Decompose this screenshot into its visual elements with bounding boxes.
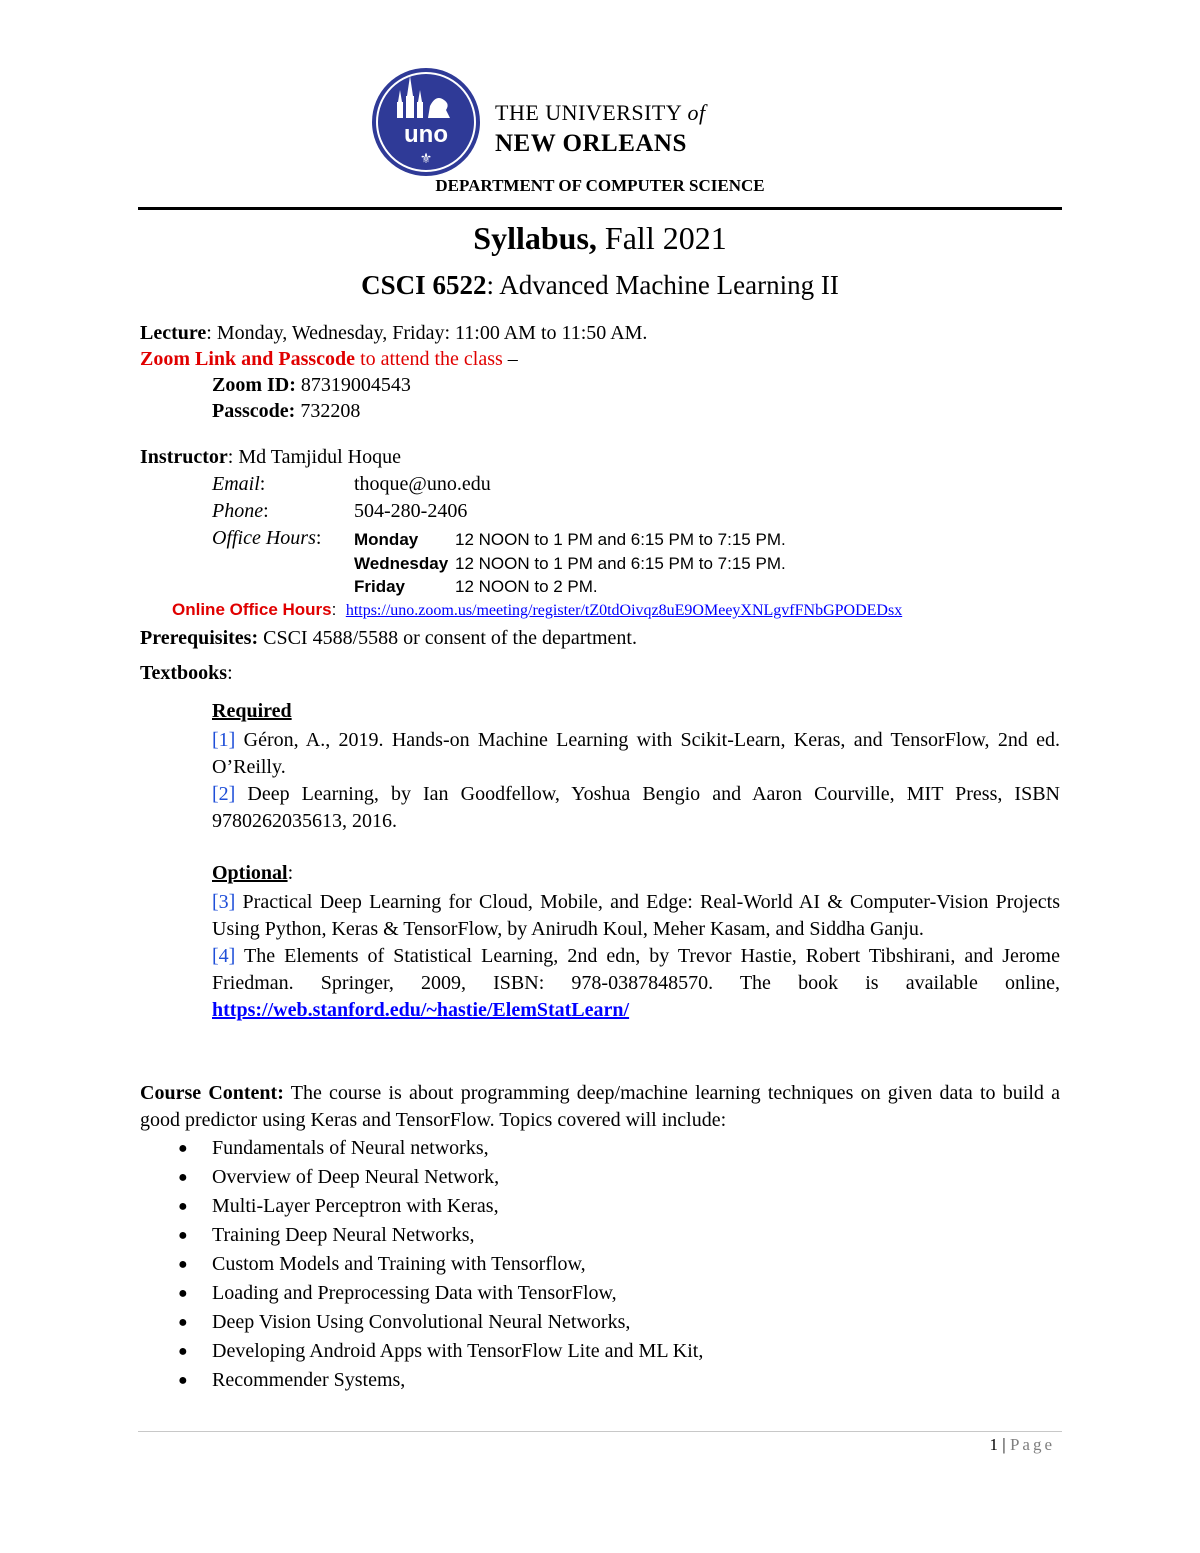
book-2: [2] Deep Learning, by Ian Goodfellow, Yoshua Bengio and Aaron Courville, MIT Press, ISBN 9780262035613, 2016. xyxy=(212,783,1060,832)
book-4: [4] The Elements of Statistical Learning, 2nd edn, by Trevor Hastie, Robert Tibshirani, and Jerome Friedman. Springer, 2009, ISBN: 978-0387848570. The book is available online, https://web.stanford.edu/~hastie/ElemStatLearn/ xyxy=(212,945,1060,1021)
office-hours-friday-time: 12 NOON to 2 PM. xyxy=(455,577,598,596)
list-item: ● Developing Android Apps with TensorFlow Lite and ML Kit, xyxy=(178,1340,704,1362)
zoom-passcode: Passcode: 732208 xyxy=(212,400,361,422)
optional-heading: Optional: xyxy=(212,862,294,884)
online-office-hours-link[interactable]: https://uno.zoom.us/meeting/register/tZ0tdOivqz8uE9OMeeyXNLgvfFNbGPODEDsx xyxy=(345,602,903,619)
list-item: ● Fundamentals of Neural networks, xyxy=(178,1137,489,1159)
department-name: DEPARTMENT OF COMPUTER SCIENCE xyxy=(435,176,765,195)
list-item: ● Training Deep Neural Networks, xyxy=(178,1224,475,1246)
course-title: CSCI 6522: Advanced Machine Learning II xyxy=(361,270,839,300)
zoom-heading: Zoom Link and Passcode to attend the class – xyxy=(140,348,518,370)
textbooks-heading: Textbooks: xyxy=(140,662,233,684)
office-hours-label: Office Hours: xyxy=(212,527,322,549)
lecture-line: Lecture: Monday, Wednesday, Friday: 11:00 AM to 11:50 AM. xyxy=(140,322,648,344)
university-name-line2: NEW ORLEANS xyxy=(495,130,687,157)
email-value[interactable]: thoque@uno.edu xyxy=(354,473,491,495)
list-item: ● Loading and Preprocessing Data with TensorFlow, xyxy=(178,1282,617,1304)
office-hours-monday-day: Monday xyxy=(354,530,419,549)
zoom-id: Zoom ID: 87319004543 xyxy=(212,374,411,396)
required-heading: Required xyxy=(212,700,292,722)
elemstatlearn-link[interactable]: https://web.stanford.edu/~hastie/ElemStatLearn/ xyxy=(212,999,630,1021)
list-item: ● Deep Vision Using Convolutional Neural Networks, xyxy=(178,1311,631,1333)
book-3: [3] Practical Deep Learning for Cloud, Mobile, and Edge: Real-World AI & Computer-Vision Projects Using Python, Keras & TensorFlow, by Anirudh Koul, Meher Kasam, and Siddha Ganju. xyxy=(212,891,1060,940)
list-item: ● Multi-Layer Perceptron with Keras, xyxy=(178,1195,499,1217)
prerequisites-line: Prerequisites: CSCI 4588/5588 or consent of the department. xyxy=(140,627,637,649)
list-item: ● Recommender Systems, xyxy=(178,1369,406,1391)
page-title: Syllabus, Fall 2021 xyxy=(473,220,727,256)
online-office-hours: Online Office Hours: https://uno.zoom.us/meeting/register/tZ0tdOivqz8uE9OMeeyXNLgvfFNbGPODEDsx xyxy=(172,600,903,619)
list-item: ● Custom Models and Training with Tensorflow, xyxy=(178,1253,586,1275)
topics-list xyxy=(140,1134,703,1395)
office-hours-wednesday-day: Wednesday xyxy=(354,554,449,573)
required-books xyxy=(212,727,1060,835)
svg-text:⚜: ⚜ xyxy=(419,152,433,167)
university-logo xyxy=(370,66,482,178)
footer-divider xyxy=(138,1431,1062,1432)
office-hours-monday-time: 12 NOON to 1 PM and 6:15 PM to 7:15 PM. xyxy=(455,530,786,549)
office-hours-wednesday-time: 12 NOON to 1 PM and 6:15 PM to 7:15 PM. xyxy=(455,554,786,573)
page-footer: 1 | Page xyxy=(989,1435,1055,1454)
book-1: [1] Géron, A., 2019. Hands-on Machine Learning with Scikit-Learn, Keras, and TensorFlow, 2nd ed. O’Reilly. xyxy=(212,729,1060,778)
svg-text:uno: uno xyxy=(404,121,448,148)
course-content: Course Content: The course is about programming deep/machine learning techniques on given data to build a good predictor using Keras and TensorFlow. Topics covered will include: xyxy=(140,1082,1060,1131)
header-divider xyxy=(138,207,1062,210)
optional-books xyxy=(212,889,1060,1024)
email-label: Email: xyxy=(212,473,266,495)
phone-value: 504-280-2406 xyxy=(354,500,468,522)
office-hours-friday-day: Friday xyxy=(354,577,406,596)
phone-label: Phone: xyxy=(212,500,269,522)
university-name-line1: THE UNIVERSITY of xyxy=(495,100,706,125)
list-item: ● Overview of Deep Neural Network, xyxy=(178,1166,500,1188)
instructor-line: Instructor: Md Tamjidul Hoque xyxy=(140,446,401,468)
